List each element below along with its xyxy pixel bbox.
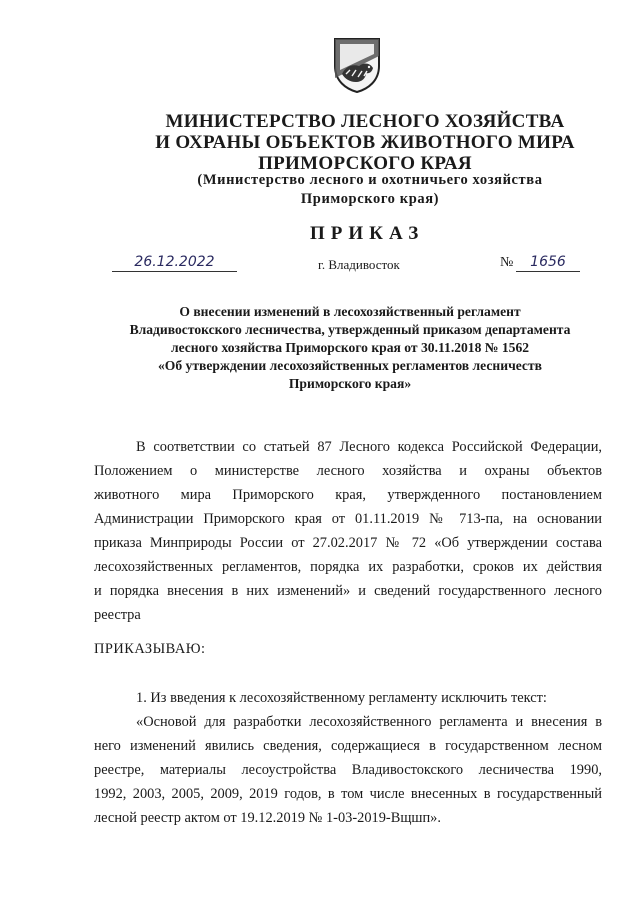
order-subject [90,303,610,393]
preamble-line: В соответствии со статьей 87 Лесного кодекса Российской Федерации, [136,439,602,455]
preamble-line: реестра [94,607,141,623]
preamble-line: Администрации Приморского края от 01.11.2019 № 713-па, на основании [94,511,602,527]
item-1-paragraph [94,686,602,830]
item-1-line: лесной реестр актом от 19.12.2019 № 1-03-2019-Вщшп». [94,810,441,826]
order-number: 1656 [516,253,580,272]
subject-line: Приморского края» [288,376,412,391]
preamble-line: приказа Минприроды России от 27.02.2017 № 72 «Об утверждении состава [94,535,602,551]
subject-line: «Об утверждении лесохозяйственных регламентов лесничеств [157,358,542,373]
item-1-line: реестре, материалы лесоустройства Владивостокского лесничества 1990, [94,762,602,778]
item-1-line: 1. Из введения к лесохозяйственному регламенту исключить текст: [136,690,547,706]
subject-line: лесного хозяйства Приморского края от 30.11.2018 № 1562 [170,340,530,355]
preamble-paragraph [94,435,602,627]
number-label: № [500,255,514,270]
ministry-name-line: И ОХРАНЫ ОБЪЕКТОВ ЖИВОТНОГО МИРА [155,132,575,153]
order-date: 26.12.2022 [112,253,237,272]
coat-of-arms-icon [332,36,382,94]
order-word: ПРИКАЗЫВАЮ: [94,641,206,657]
ministry-short-line: Приморского края) [300,191,440,207]
city: г. Владивосток [318,257,400,272]
preamble-line: лесохозяйственных регламентов, порядка их разработки, сроков их действия [94,559,602,575]
ministry-name-line: ПРИМОРСКОГО КРАЯ [258,153,472,174]
ministry-short-line: (Министерство лесного и охотничьего хозяйства [197,172,543,188]
preamble-line: животного мира Приморского края, утвержденного постановлением [94,487,602,503]
item-1-line: 1992, 2003, 2005, 2009, 2019 годов, в том числе внесенных в государственный [94,786,602,802]
subject-line: Владивостокского лесничества, утвержденный приказом департамента [129,322,571,337]
ministry-short-name [140,171,600,209]
item-1-line: «Основой для разработки лесохозяйственного регламента и внесения в [136,714,602,730]
preamble-line: и порядка внесения в них изменений» и сведений государственного лесного [94,583,602,599]
preamble-line: Положением о министерстве лесного хозяйства и охраны объектов [94,463,602,479]
item-1-line: него изменений явились сведения, содержащиеся в государственном лесном [94,738,602,754]
document-type: ПРИКАЗ [310,223,425,244]
ministry-name [110,111,620,174]
ministry-name-line: МИНИСТЕРСТВО ЛЕСНОГО ХОЗЯЙСТВА [165,111,565,132]
subject-line: О внесении изменений в лесохозяйственный регламент [179,304,521,319]
